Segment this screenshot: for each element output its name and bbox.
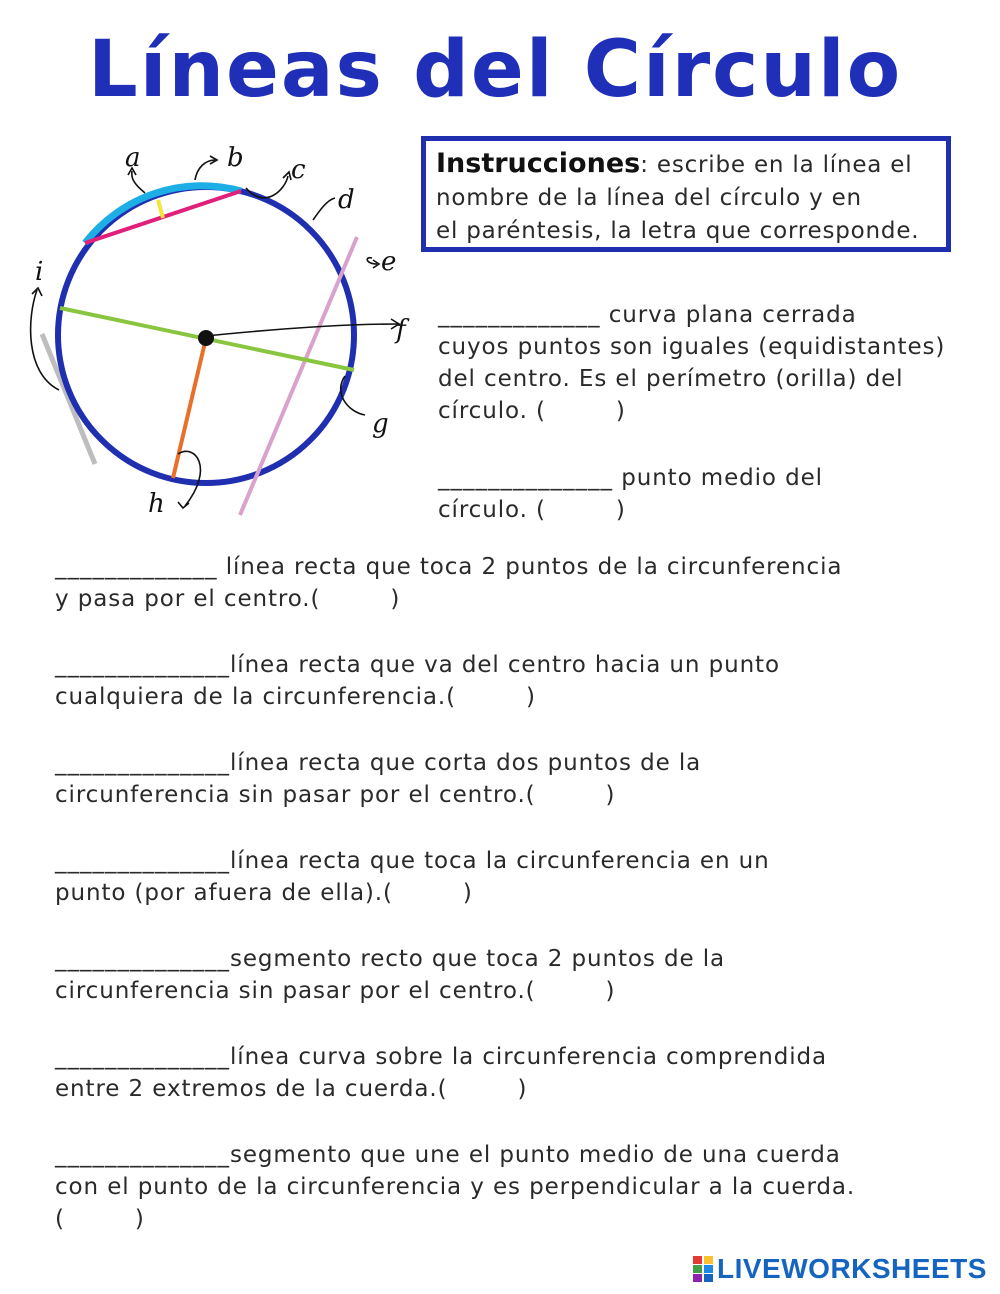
question-text: cualquiera de la circunferencia.(	[55, 684, 456, 710]
question-text: curva plana cerrada	[600, 302, 857, 328]
answer-blank[interactable]: _____________	[55, 554, 218, 580]
radius	[173, 338, 206, 478]
paren-close: )	[605, 782, 616, 808]
tangent-line	[42, 334, 95, 464]
secant-line	[240, 237, 357, 515]
circle-diagram	[15, 138, 425, 523]
question-text: cuyos puntos son iguales (equidistantes)	[438, 334, 946, 360]
question-text: circunferencia sin pasar por el centro.(	[55, 782, 536, 808]
question-6	[55, 845, 770, 909]
question-text: (	[55, 1206, 65, 1232]
sagitta	[158, 200, 163, 218]
question-text: línea recta que corta dos puntos de la	[230, 750, 702, 776]
question-7	[55, 943, 725, 1007]
answer-blank[interactable]: ______________	[55, 946, 230, 972]
answer-blank[interactable]: ______________	[438, 465, 613, 491]
question-1	[438, 299, 945, 427]
instructions-text-1: : escribe en la línea el	[640, 152, 913, 178]
label-h: h	[148, 489, 165, 519]
liveworksheets-brand: LIVEWORKSHEETS	[717, 1253, 987, 1284]
paren-close: )	[615, 398, 626, 424]
paren-close: )	[134, 1206, 145, 1232]
label-a: a	[125, 143, 141, 173]
instructions-line-3: el paréntesis, la letra que corresponde.	[436, 218, 920, 244]
instructions-line-2: nombre de la línea del círculo y en	[436, 185, 862, 211]
answer-blank[interactable]: ______________	[55, 652, 230, 678]
question-text: línea recta que toca 2 puntos de la circunferencia	[217, 554, 843, 580]
question-text: línea recta que toca la circunferencia en un	[230, 848, 770, 874]
question-2	[438, 462, 823, 526]
question-8	[55, 1041, 827, 1105]
question-5	[55, 747, 701, 811]
question-text: circunferencia sin pasar por el centro.(	[55, 978, 536, 1004]
center-point	[198, 330, 214, 346]
paren-close: )	[390, 586, 401, 612]
question-4	[55, 649, 780, 713]
question-text: entre 2 extremos de la cuerda.(	[55, 1076, 448, 1102]
question-text: segmento recto que toca 2 puntos de la	[230, 946, 726, 972]
question-text: línea curva sobre la circunferencia comprendida	[230, 1044, 828, 1070]
label-e: e	[381, 247, 397, 277]
liveworksheets-icon	[693, 1256, 713, 1282]
page-title: Líneas del Círculo	[88, 25, 903, 115]
label-b: b	[227, 143, 244, 173]
question-text: segmento que une el punto medio de una cuerda	[230, 1142, 841, 1168]
question-text: punto medio del	[613, 465, 823, 491]
label-f: f	[396, 315, 406, 345]
instructions-line-1	[436, 147, 946, 182]
question-text: con el punto de la circunferencia y es perpendicular a la cuerda.	[55, 1174, 856, 1200]
question-text: línea recta que va del centro hacia un punto	[230, 652, 780, 678]
question-text: punto (por afuera de ella).(	[55, 880, 393, 906]
answer-blank[interactable]: ______________	[55, 848, 230, 874]
label-c: c	[291, 155, 306, 185]
label-d: d	[338, 185, 355, 215]
liveworksheets-logo	[693, 1252, 987, 1286]
question-text: y pasa por el centro.(	[55, 586, 321, 612]
instructions-box	[421, 136, 951, 252]
instructions-heading: Instrucciones	[436, 148, 641, 179]
paren-close: )	[615, 497, 626, 523]
paren-close: )	[605, 978, 616, 1004]
paren-close: )	[517, 1076, 528, 1102]
paren-close: )	[525, 684, 536, 710]
answer-blank[interactable]: ______________	[55, 750, 230, 776]
answer-blank[interactable]: ______________	[55, 1044, 230, 1070]
question-text: del centro. Es el perímetro (orilla) del	[438, 366, 904, 392]
paren-close: )	[462, 880, 473, 906]
question-text: círculo. (	[438, 398, 546, 424]
label-g: g	[372, 409, 389, 439]
answer-blank[interactable]: ______________	[55, 1142, 230, 1168]
label-i: i	[35, 257, 44, 287]
question-9	[55, 1139, 855, 1235]
question-3	[55, 551, 842, 615]
question-text: círculo. (	[438, 497, 546, 523]
answer-blank[interactable]: _____________	[438, 302, 601, 328]
